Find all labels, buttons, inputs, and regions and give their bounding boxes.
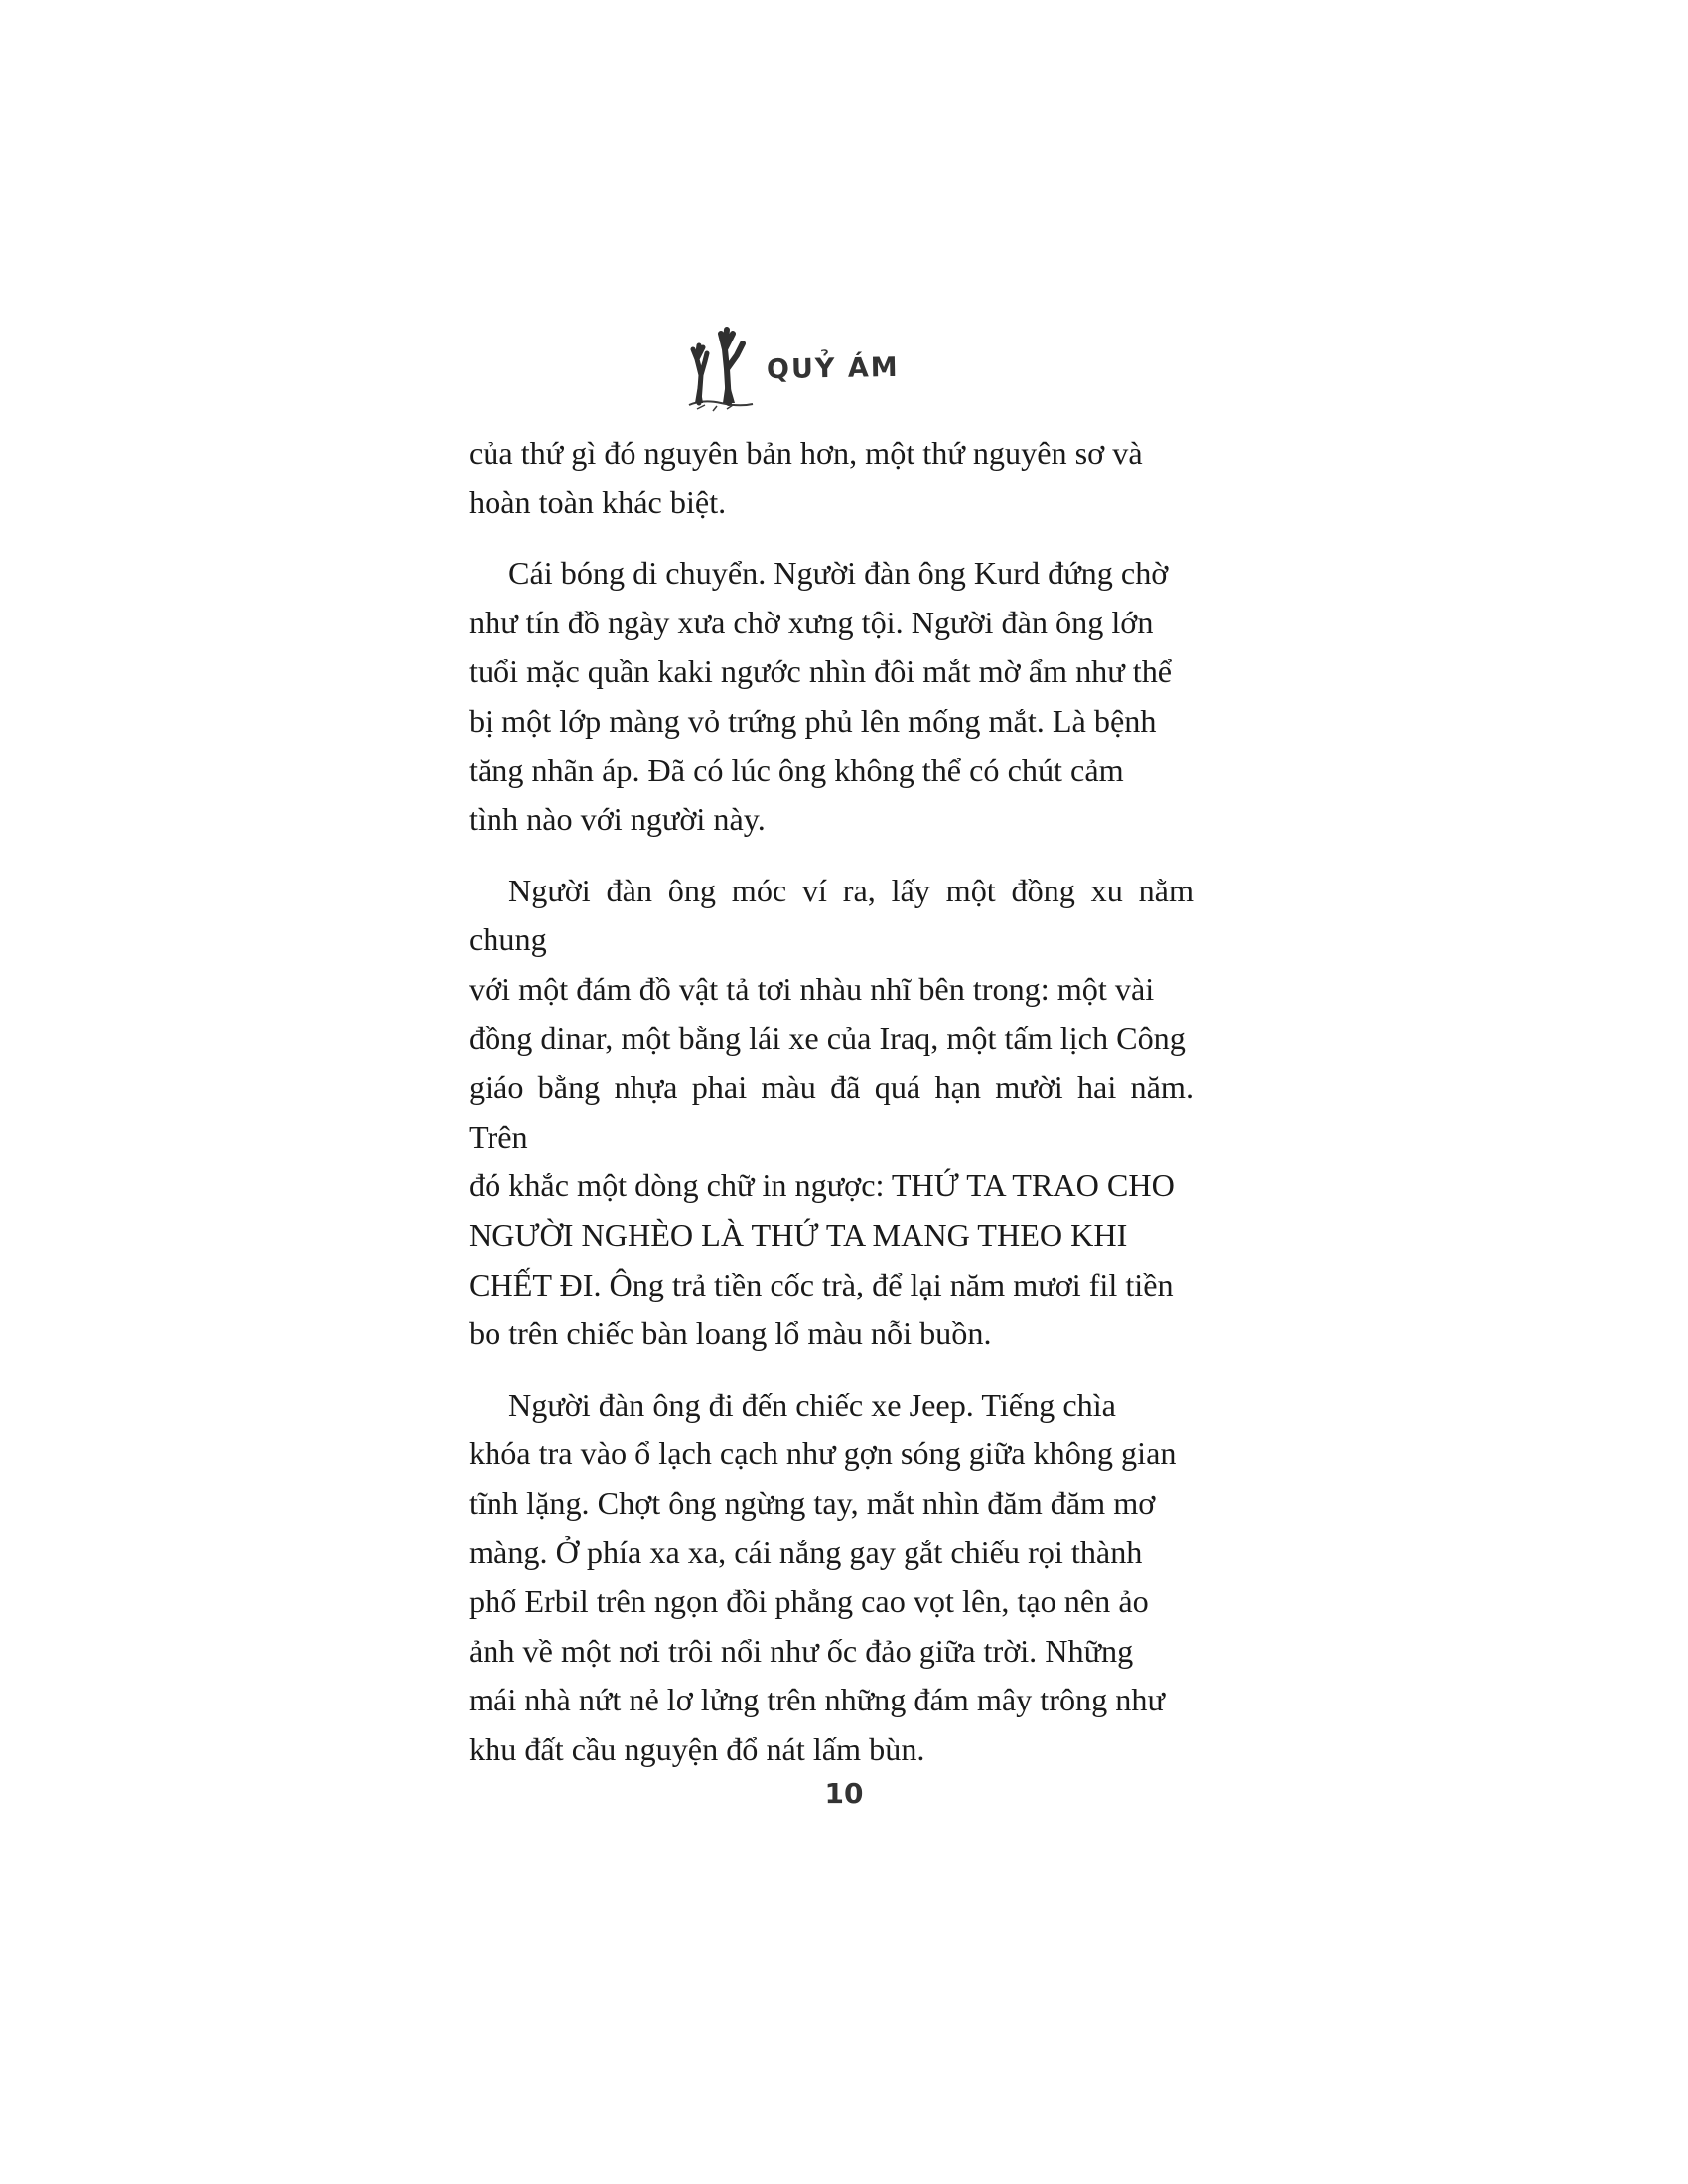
paragraph: Người đàn ông móc ví ra, lấy một đồng xu nằm chung với một đám đồ vật tả tơi nhàu nhĩ bên trong: một vài đồng dinar, một bằng lái xe của Iraq, một tấm lịch Công giáo bằng nhựa phai màu đã quá hạn mười hai năm. Trên đó khắc một dòng chữ in ngược: THỨ TA TRAO CHO NGƯỜI NGHÈO LÀ THỨ TA MANG THEO KHI CHẾT ĐI. Ông trả tiền cốc trà, để lại năm mươi fil tiền bo trên chiếc bàn loang lổ màu nỗi buồn. — [469, 872, 1194, 1352]
body-text — [469, 429, 1194, 1796]
paragraph: Cái bóng di chuyển. Người đàn ông Kurd đứng chờ như tín đồ ngày xưa chờ xưng tội. Người đàn ông lớn tuổi mặc quần kaki ngước nhìn đôi mắt mờ ẩm như thể bị một lớp màng vỏ trứng phủ lên mống mắt. Là bệnh tăng nhãn áp. Đã có lúc ông không thể có chút cảm tình nào với người này. — [469, 555, 1173, 838]
running-title: QUỶ ÁM — [766, 351, 900, 386]
paragraph: của thứ gì đó nguyên bản hơn, một thứ nguyên sơ và hoàn toàn khác biệt. — [469, 435, 1143, 520]
page-number: 10 — [824, 1777, 864, 1810]
running-header — [683, 320, 921, 419]
reaching-hands-icon — [683, 320, 759, 419]
paragraph: Người đàn ông đi đến chiếc xe Jeep. Tiếng chìa khóa tra vào ổ lạch cạch như gợn sóng giữa không gian tĩnh lặng. Chợt ông ngừng tay, mắt nhìn đăm đăm mơ màng. Ở phía xa xa, cái nắng gay gắt chiếu rọi thành phố Erbil trên ngọn đồi phẳng cao vọt lên, tạo nên ảo ảnh về một nơi trôi nổi như ốc đảo giữa trời. Những mái nhà nứt nẻ lơ lửng trên những đám mây trông như khu đất cầu nguyện đổ nát lấm bùn. — [469, 1386, 1177, 1767]
